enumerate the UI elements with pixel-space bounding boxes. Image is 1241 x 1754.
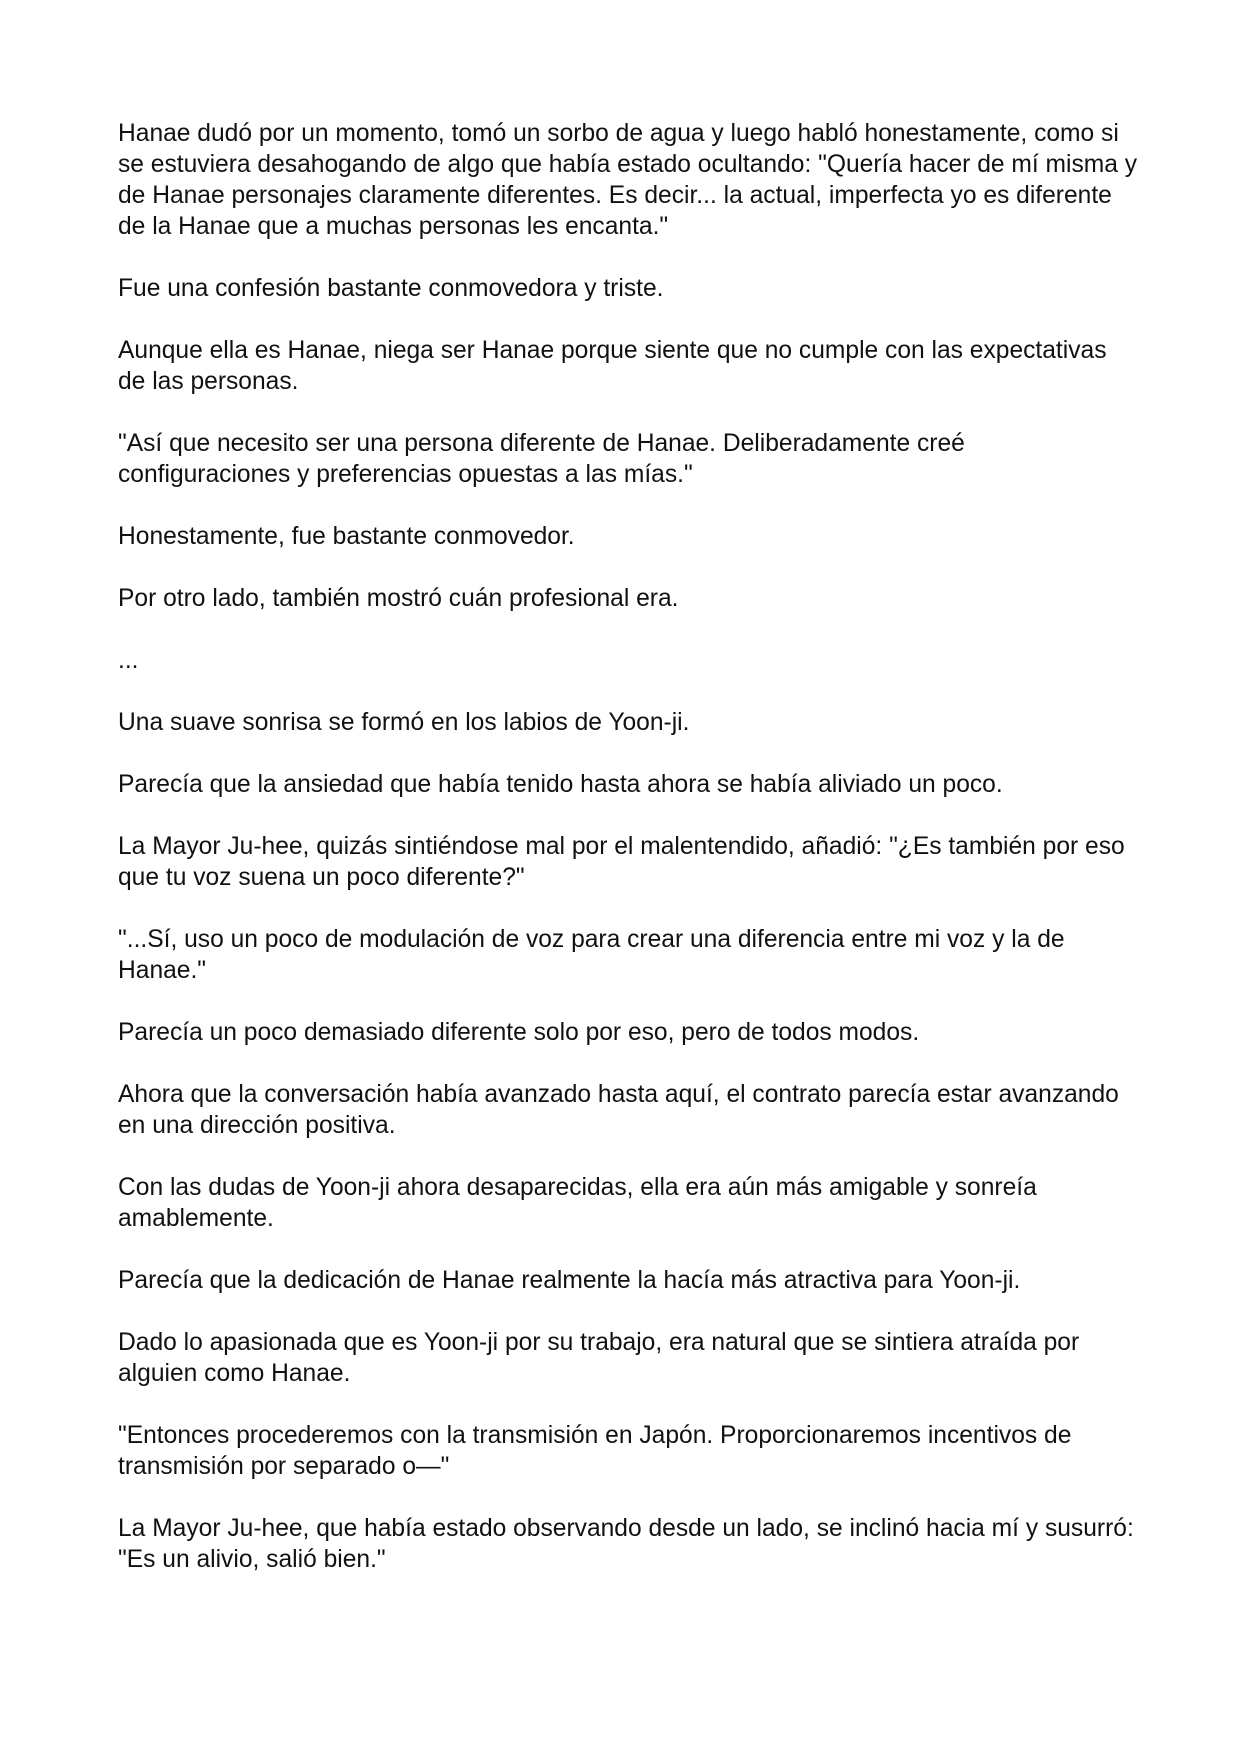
paragraph: Por otro lado, también mostró cuán profesional era.	[118, 585, 679, 612]
paragraph: La Mayor Ju-hee, quizás sintiéndose mal por el malentendido, añadió: "¿Es también por eso que tu voz suena un poco diferente?"	[118, 833, 1125, 891]
paragraph: "Entonces procederemos con la transmisión en Japón. Proporcionaremos incentivos de transmisión por separado o—"	[118, 1422, 1072, 1480]
paragraph: La Mayor Ju-hee, que había estado observando desde un lado, se inclinó hacia mí y susurró: "Es un alivio, salió bien."	[118, 1515, 1134, 1573]
paragraph: Parecía que la dedicación de Hanae realmente la hacía más atractiva para Yoon-ji.	[118, 1267, 1021, 1294]
paragraph: Parecía un poco demasiado diferente solo por eso, pero de todos modos.	[118, 1019, 920, 1046]
paragraph: Una suave sonrisa se formó en los labios de Yoon-ji.	[118, 709, 690, 736]
paragraph: Con las dudas de Yoon-ji ahora desaparecidas, ella era aún más amigable y sonreía amablemente.	[118, 1174, 1037, 1232]
paragraph: "Así que necesito ser una persona diferente de Hanae. Deliberadamente creé configuraciones y preferencias opuestas a las mías."	[118, 430, 965, 488]
document-body	[118, 118, 1138, 1575]
paragraph: Fue una confesión bastante conmovedora y triste.	[118, 275, 664, 302]
paragraph: Parecía que la ansiedad que había tenido hasta ahora se había aliviado un poco.	[118, 771, 1003, 798]
paragraph: Dado lo apasionada que es Yoon-ji por su trabajo, era natural que se sintiera atraída por alguien como Hanae.	[118, 1329, 1080, 1387]
paragraph: Aunque ella es Hanae, niega ser Hanae porque siente que no cumple con las expectativas de las personas.	[118, 337, 1107, 395]
paragraph: Hanae dudó por un momento, tomó un sorbo de agua y luego habló honestamente, como si se estuviera desahogando de algo que había estado ocultando: "Quería hacer de mí misma y de Hanae personajes claramente diferentes. Es decir... la actual, imperfecta yo es diferente de la Hanae que a muchas personas les encanta."	[118, 120, 1138, 240]
paragraph: Ahora que la conversación había avanzado hasta aquí, el contrato parecía estar avanzando en una dirección positiva.	[118, 1081, 1119, 1139]
scene-break: ...	[118, 647, 139, 674]
paragraph: Honestamente, fue bastante conmovedor.	[118, 523, 575, 550]
paragraph: "...Sí, uso un poco de modulación de voz para crear una diferencia entre mi voz y la de Hanae."	[118, 926, 1065, 984]
